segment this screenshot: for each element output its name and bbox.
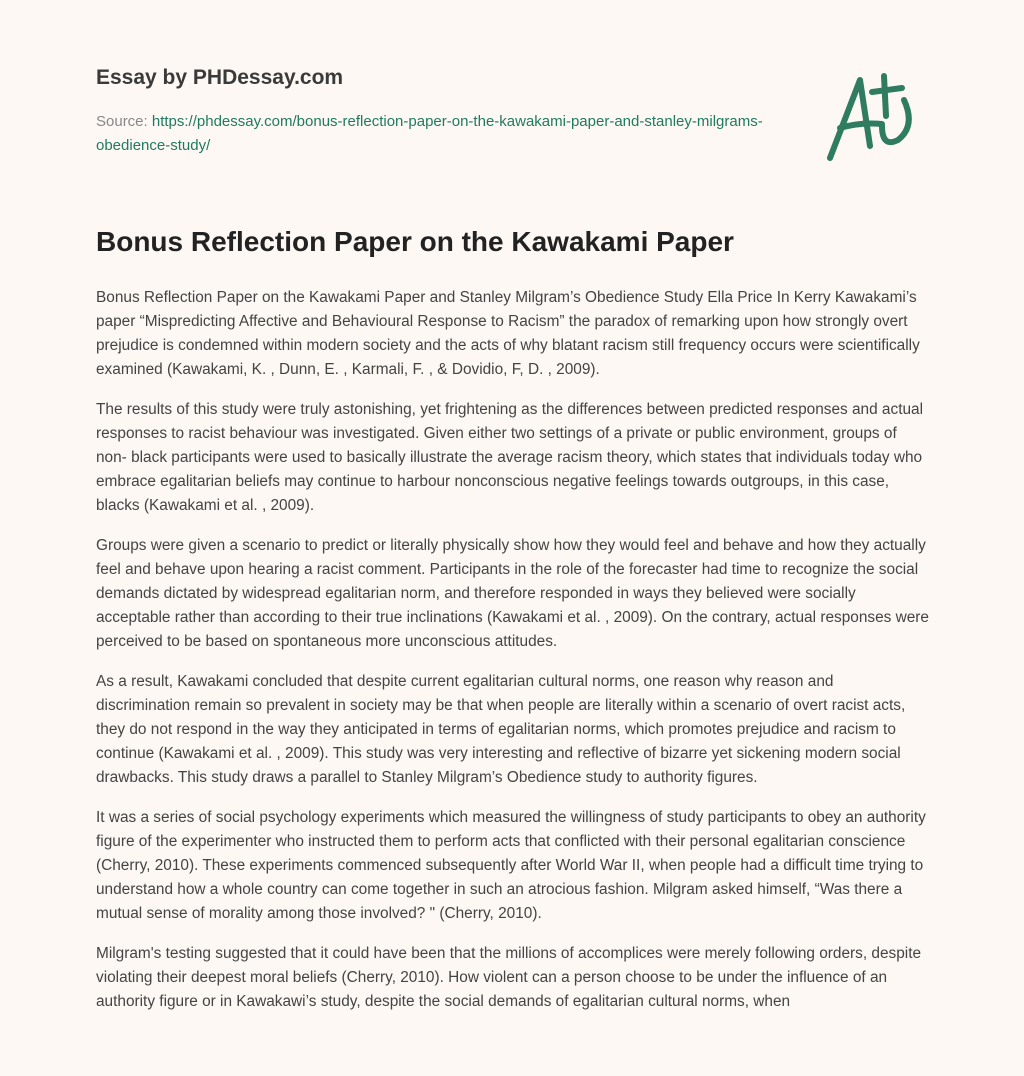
paragraph: Milgram's testing suggested that it could have been that the millions of accomplices were merely following orders, despite violating their deepest moral beliefs (Cherry, 2010). How violent can a person choose to be under the influence of an authority figure or in Kawakawi’s study, despite the social demands of egalitarian cultural norms, when <box>96 945 922 1010</box>
article-title: Bonus Reflection Paper on the Kawakami Paper <box>96 226 734 257</box>
article-body <box>96 286 930 1030</box>
paragraph: Bonus Reflection Paper on the Kawakami Paper and Stanley Milgram’s Obedience Study Ella Price In Kerry Kawakami’s paper “Mispredicting Affective and Behavioural Response to Racism” the paradox of remarking upon how strongly overt prejudice is condemned within modern society and the acts of why blatant racism still frequency occurs were scientifically examined (Kawakami, K. , Dunn, E. , Karmali, F. , & Dovidio, F, D. , 2009). <box>96 289 920 378</box>
source-label: Source: <box>96 113 152 130</box>
site-brand: Essay by PHDessay.com <box>96 66 344 89</box>
source-line <box>96 110 796 158</box>
paragraph: Groups were given a scenario to predict or literally physically show how they would feel and behave and how they actually feel and behave upon hearing a racist comment. Participants in the role of the forecaster had time to recognize the social demands dictated by widespread egalitarian norm, and therefore responded in ways they believed were socially acceptable rather than according to their true inclinations (Kawakami et al. , 2009). On the contrary, actual responses were perceived to be based on spontaneous more unconscious attitudes. <box>96 537 929 650</box>
a-plus-logo-icon <box>820 66 930 166</box>
source-link[interactable]: https://phdessay.com/bonus-reflection-paper-on-the-kawakami-paper-and-stanley-milgrams-obedience-study/ <box>96 113 763 154</box>
paragraph: The results of this study were truly astonishing, yet frightening as the differences between predicted responses and actual responses to racist behaviour was investigated. Given either two settings of a private or public environment, groups of non- black participants were used to basically illustrate the average racism theory, which states that individuals today who embrace egalitarian beliefs may continue to harbour nonconscious negative feelings towards outgroups, in this case, blacks (Kawakami et al. , 2009). <box>96 401 924 514</box>
paragraph: It was a series of social psychology experiments which measured the willingness of study participants to obey an authority figure of the experimenter who instructed them to perform acts that conflicted with their personal egalitarian conscience (Cherry, 2010). These experiments commenced subsequently after World War II, when people had a difficult time trying to understand how a whole country can come together in such an atrocious fashion. Milgram asked himself, “Was there a mutual sense of morality among those involved? " (Cherry, 2010). <box>96 809 926 922</box>
paragraph: As a result, Kawakami concluded that despite current egalitarian cultural norms, one reason why reason and discrimination remain so prevalent in society may be that when people are literally within a scenario of overt racist acts, they do not respond in the way they anticipated in terms of egalitarian norms, which promotes prejudice and racism to continue (Kawakami et al. , 2009). This study was very interesting and reflective of bizarre yet sickening modern social drawbacks. This study draws a parallel to Stanley Milgram’s Obedience study to authority figures. <box>96 673 906 786</box>
